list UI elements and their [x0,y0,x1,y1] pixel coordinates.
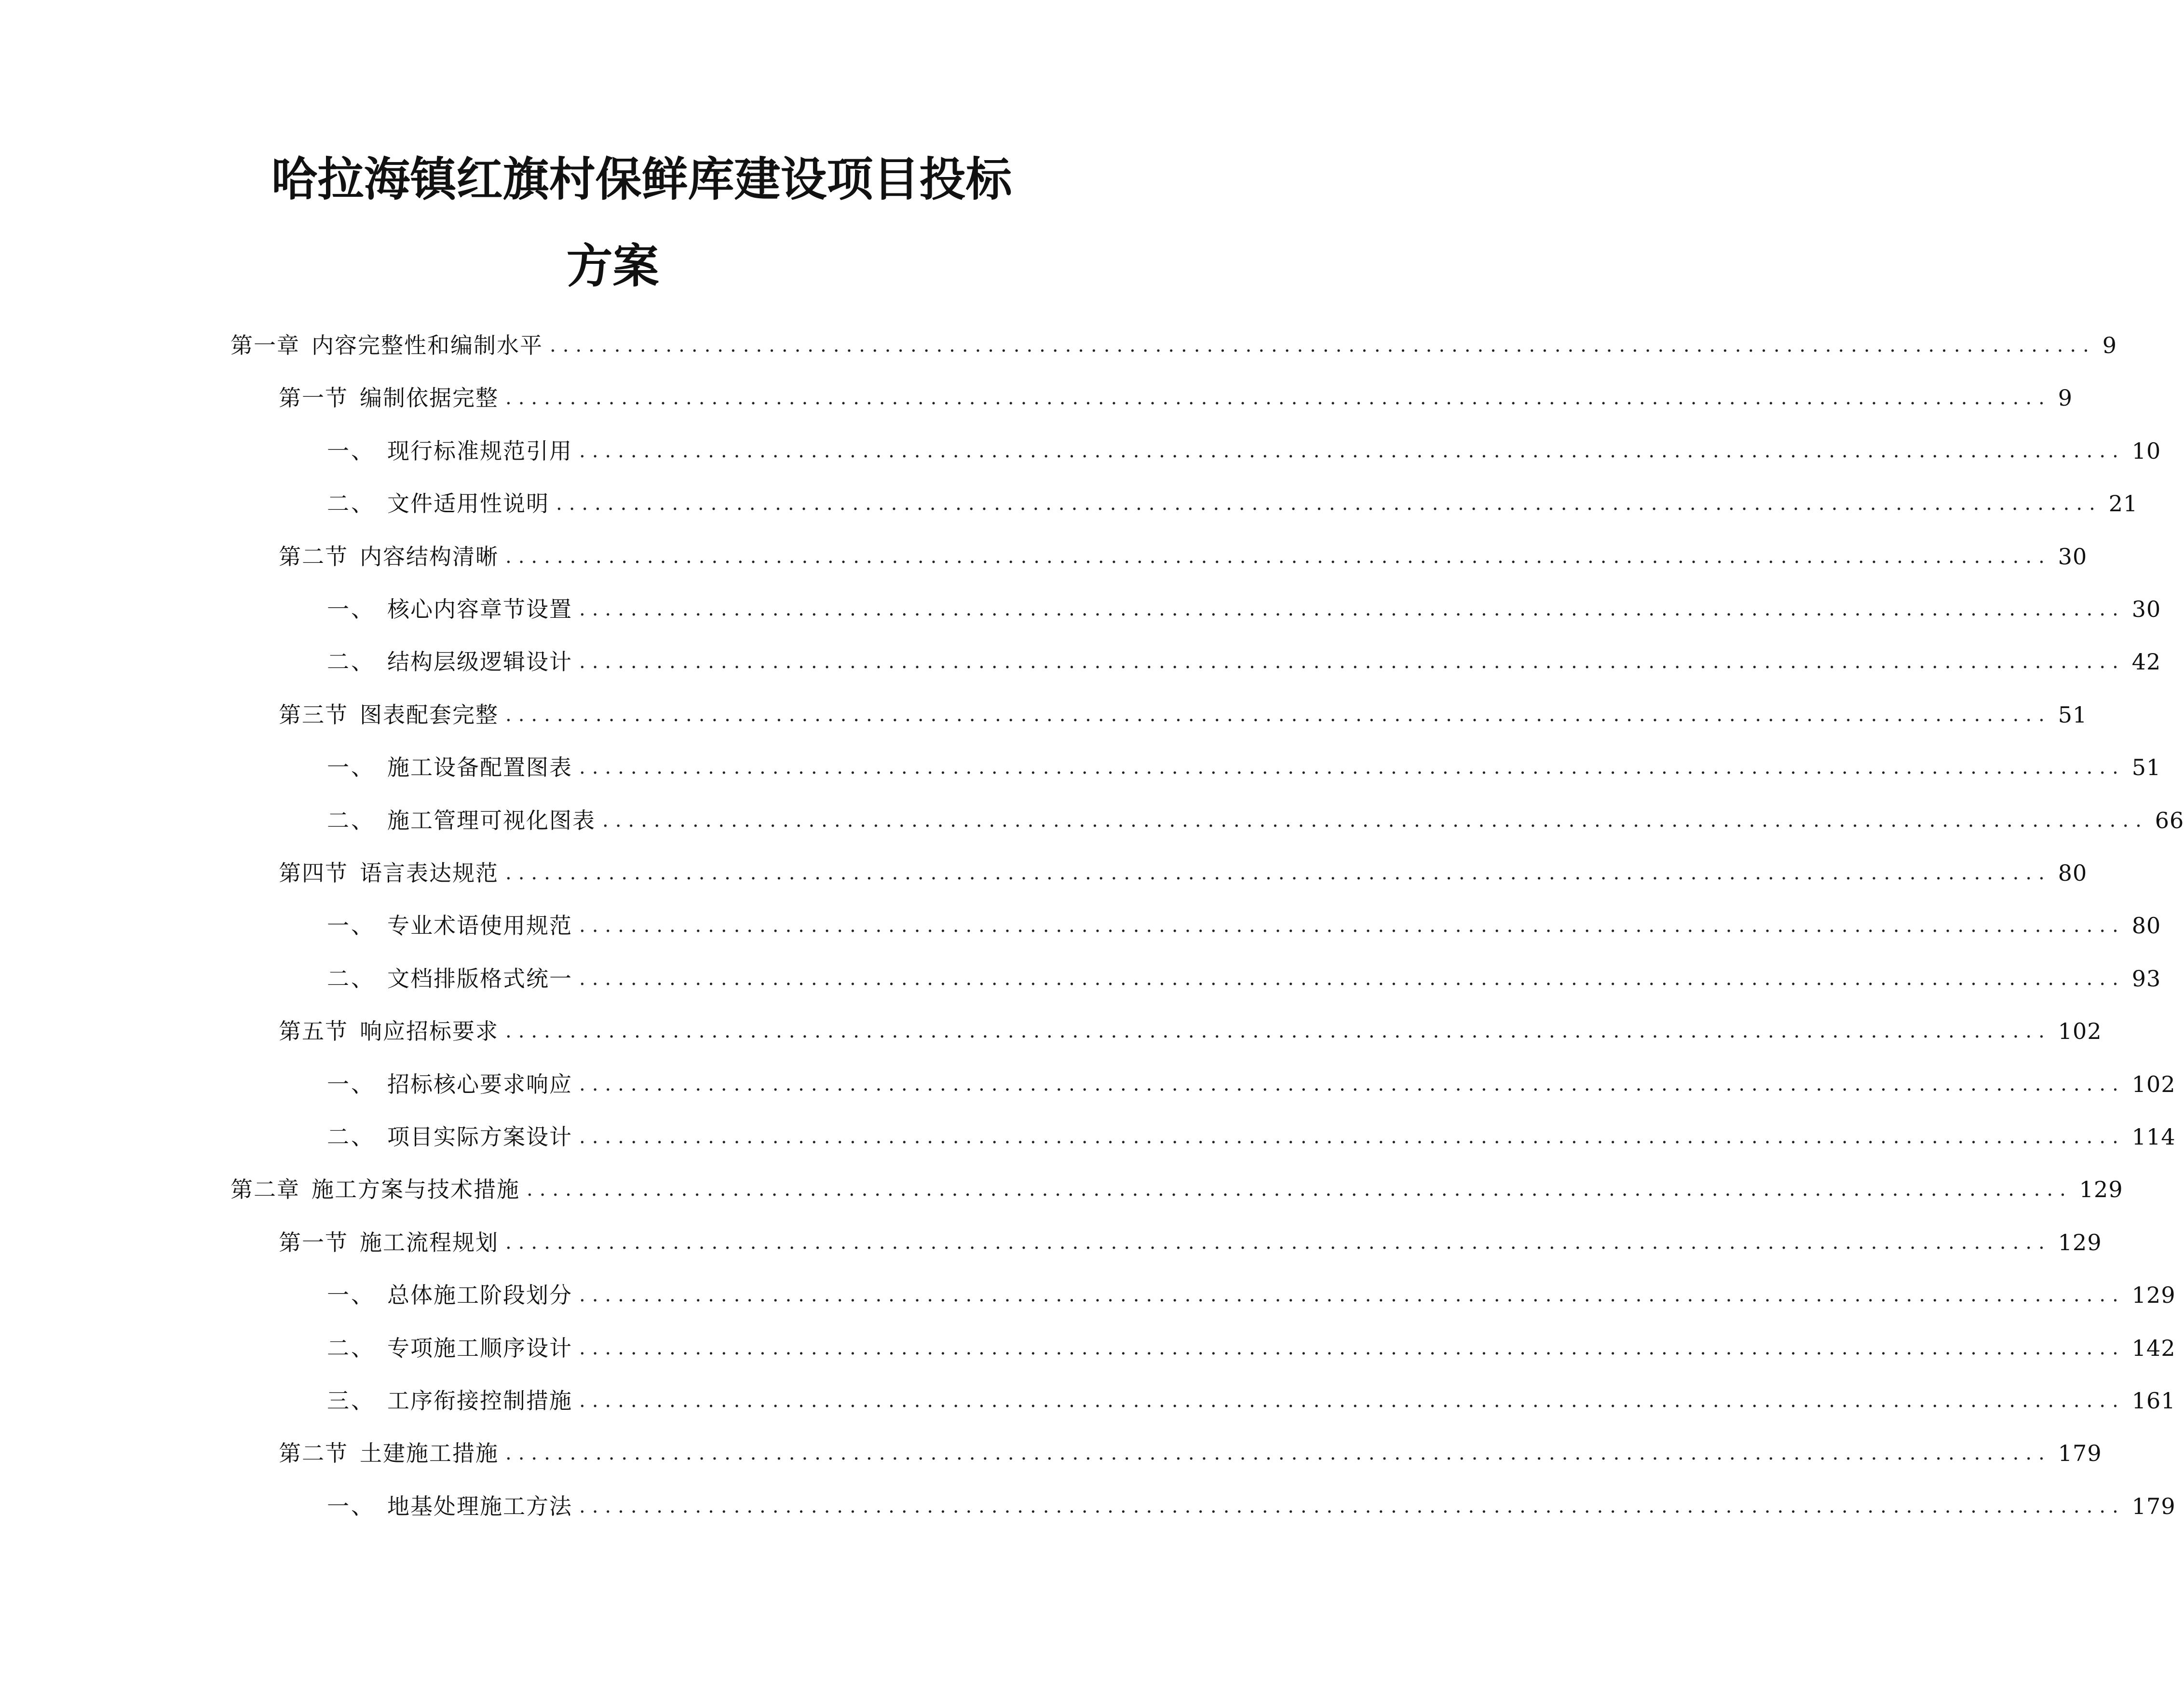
toc-entry-number: 二、 [327,1335,375,1361]
toc-entry-number: 一、 [327,1493,375,1519]
toc-dot-leader: ........................................................................................................................ [579,1337,2125,1359]
toc-dot-leader: ........................................................................................................................ [579,968,2125,990]
toc-entry[interactable] [327,1329,2176,1367]
toc-dot-leader: ........................................................................................................................ [579,598,2125,620]
toc-entry-page-number: 93 [2131,966,2161,992]
toc-entry[interactable] [279,1012,2102,1051]
toc-entry-number: 二、 [327,1124,375,1150]
toc-entry-number: 一、 [327,438,375,464]
toc-entry-number: 第二节 [279,544,348,570]
toc-dot-leader: ........................................................................................................................ [579,914,2125,937]
toc-entry-page-number: 66 [2155,807,2184,833]
toc-entry-page-number: 30 [2058,544,2088,570]
toc-entry-page-number: 80 [2131,913,2161,939]
toc-entry-page-number: 179 [2131,1493,2176,1519]
toc-dot-leader: ........................................................................................................................ [550,334,2096,356]
toc-dot-leader: ........................................................................................................................ [527,1178,2073,1201]
toc-entry-title: 文档排版格式统一 [387,966,572,992]
toc-entry-number: 第三节 [279,702,348,728]
toc-entry[interactable] [327,906,2161,945]
toc-entry[interactable] [327,1381,2176,1420]
toc-entry[interactable] [279,537,2088,576]
toc-dot-leader: ........................................................................................................................ [602,809,2148,832]
toc-entry[interactable] [279,1434,2102,1473]
toc-entry[interactable] [279,379,2073,417]
toc-entry-page-number: 42 [2131,649,2161,675]
toc-entry-number: 二、 [327,807,375,833]
toc-entry-number: 第一节 [279,385,348,411]
toc-entry-page-number: 10 [2131,438,2161,464]
toc-entry-title: 项目实际方案设计 [387,1124,572,1150]
toc-entry-number: 二、 [327,491,375,517]
toc-entry-title: 专业术语使用规范 [387,913,572,939]
toc-dot-leader: ........................................................................................................................ [579,756,2125,778]
toc-entry-title: 文件适用性说明 [387,491,549,517]
toc-entry-page-number: 80 [2058,860,2088,886]
toc-dot-leader: ........................................................................................................................ [505,1231,2051,1254]
toc-dot-leader: ........................................................................................................................ [505,704,2051,726]
toc-entry[interactable] [327,432,2161,470]
toc-entry[interactable] [279,696,2088,734]
toc-entry-number: 第一节 [279,1229,348,1255]
toc-entry[interactable] [327,1276,2176,1314]
toc-entry[interactable] [231,326,2117,365]
toc-entry-title: 现行标准规范引用 [387,438,572,464]
toc-entry-number: 第五节 [279,1018,348,1044]
toc-dot-leader: ........................................................................................................................ [579,651,2125,673]
toc-dot-leader: ........................................................................................................................ [579,1284,2125,1306]
toc-entry[interactable] [327,642,2161,681]
toc-dot-leader: ........................................................................................................................ [579,1073,2125,1095]
toc-dot-leader: ........................................................................................................................ [579,440,2125,462]
document-title-line-1: 哈拉海镇红旗村保鲜库建设项目投标 [271,152,1012,206]
toc-entry-page-number: 129 [2131,1282,2176,1308]
toc-entry[interactable] [327,1065,2176,1104]
toc-entry-page-number: 30 [2131,596,2161,622]
toc-entry-title: 结构层级逻辑设计 [387,649,572,675]
toc-entry-title: 招标核心要求响应 [387,1071,572,1097]
toc-entry-number: 一、 [327,913,375,939]
toc-entry-page-number: 129 [2058,1229,2102,1255]
toc-entry-page-number: 102 [2131,1071,2176,1097]
toc-entry-title: 总体施工阶段划分 [387,1282,572,1308]
toc-entry-title: 图表配套完整 [360,702,499,728]
toc-entry-title: 地基处理施工方法 [387,1493,572,1519]
document-title-line-2: 方案 [566,239,659,293]
toc-entry[interactable] [327,1487,2176,1526]
toc-entry-title: 专项施工顺序设计 [387,1335,572,1361]
toc-entry[interactable] [327,801,2184,840]
toc-entry-title: 施工管理可视化图表 [387,807,596,833]
toc-dot-leader: ........................................................................................................................ [579,1495,2125,1517]
toc-entry[interactable] [327,590,2161,628]
toc-entry-number: 一、 [327,754,375,780]
toc-dot-leader: ........................................................................................................................ [505,387,2051,409]
toc-entry-title: 施工方案与技术措施 [312,1176,520,1202]
toc-entry-title: 工序衔接控制措施 [387,1388,572,1414]
toc-entry-number: 第二章 [231,1176,300,1202]
toc-entry-number: 第二节 [279,1440,348,1466]
toc-entry-page-number: 9 [2058,385,2073,411]
toc-entry-page-number: 102 [2058,1018,2102,1044]
toc-entry-page-number: 129 [2079,1176,2123,1202]
toc-dot-leader: ........................................................................................................................ [505,862,2051,884]
toc-entry-title: 内容结构清晰 [360,544,499,570]
toc-entry-page-number: 51 [2058,702,2088,728]
toc-dot-leader: ........................................................................................................................ [505,1020,2051,1042]
toc-entry-title: 语言表达规范 [360,860,499,886]
toc-entry[interactable] [327,748,2161,787]
toc-entry-number: 第四节 [279,860,348,886]
toc-entry[interactable] [279,854,2088,892]
toc-entry-page-number: 114 [2131,1124,2176,1150]
toc-entry[interactable] [231,1170,2123,1209]
toc-entry-title: 编制依据完整 [360,385,499,411]
toc-entry-title: 施工流程规划 [360,1229,499,1255]
toc-dot-leader: ........................................................................................................................ [579,1126,2125,1148]
toc-entry-number: 一、 [327,1071,375,1097]
toc-entry-number: 二、 [327,966,375,992]
toc-entry-title: 核心内容章节设置 [387,596,572,622]
toc-dot-leader: ........................................................................................................................ [505,546,2051,568]
toc-entry-title: 施工设备配置图表 [387,754,572,780]
toc-entry-number: 第一章 [231,332,300,358]
toc-entry-page-number: 51 [2131,754,2161,780]
toc-entry[interactable] [279,1223,2102,1262]
toc-entry-title: 内容完整性和编制水平 [312,332,543,358]
toc-entry-number: 一、 [327,596,375,622]
toc-entry-page-number: 142 [2131,1335,2176,1361]
toc-entry-title: 土建施工措施 [360,1440,499,1466]
toc-entry[interactable] [327,1118,2176,1156]
toc-entry[interactable] [327,959,2161,998]
toc-entry-number: 二、 [327,649,375,675]
toc-entry-number: 三、 [327,1388,375,1414]
toc-entry[interactable] [327,484,2138,523]
toc-entry-page-number: 9 [2102,332,2117,358]
toc-entry-page-number: 179 [2058,1440,2102,1466]
toc-entry-number: 一、 [327,1282,375,1308]
toc-dot-leader: ........................................................................................................................ [579,1390,2125,1412]
toc-entry-page-number: 21 [2108,491,2138,517]
toc-entry-page-number: 161 [2131,1388,2176,1414]
toc-entry-title: 响应招标要求 [360,1018,499,1044]
toc-dot-leader: ........................................................................................................................ [556,492,2102,515]
toc-dot-leader: ........................................................................................................................ [505,1442,2051,1464]
